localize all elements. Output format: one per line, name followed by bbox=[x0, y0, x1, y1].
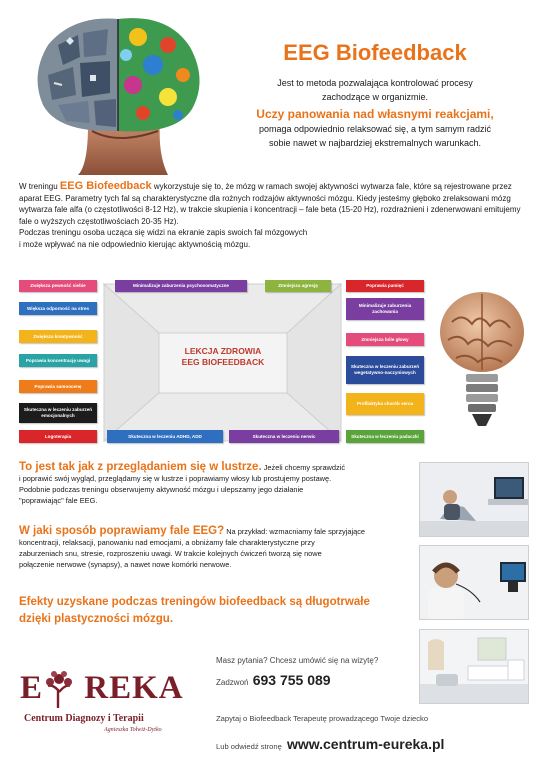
intro-line: zachodzące w organizmie. bbox=[321, 92, 429, 102]
eureka-logo bbox=[20, 668, 210, 748]
section-heading: W jaki sposób poprawiamy fale EEG? bbox=[19, 525, 225, 537]
section-text: "poprawiając" fale EEG. bbox=[19, 496, 98, 505]
benefit-box: Minimalizuje zaburzenia zachowania bbox=[346, 298, 424, 320]
visit-label: Lub odwiedź stronę bbox=[216, 742, 282, 751]
contact-ask: Zapytaj o Biofeedback Terapeutę prowadzącego Twoje dziecko bbox=[216, 714, 429, 723]
photo-eeg-session bbox=[419, 545, 529, 620]
logo-owner: Agnieszka Tołwiż-Dytko bbox=[104, 727, 162, 733]
effects-line: dzięki plastyczności mózgu. bbox=[19, 613, 174, 625]
benefit-box: Większa odporność na stres bbox=[19, 302, 97, 315]
website-link[interactable]: www.centrum-eureka.pl bbox=[286, 736, 445, 752]
mirror-line bbox=[19, 462, 419, 473]
effects-section bbox=[19, 594, 419, 628]
benefit-box: Minimalizuje zaburzenia psychosomatyczne bbox=[115, 280, 247, 292]
benefit-box: Skuteczna w leczeniu nerwic bbox=[229, 430, 339, 443]
benefit-box: Skuteczna w leczeniu ADHD, ADD bbox=[107, 430, 223, 443]
contact-question: Masz pytania? Chcesz umówić się na wizytę? bbox=[216, 656, 379, 665]
intro-lead: Uczy panowania nad własnymi reakcjami, bbox=[256, 107, 494, 121]
intro-line: sobie nawet w najbardziej ekstremalnych warunkach. bbox=[268, 138, 482, 148]
brain-illustration bbox=[18, 5, 218, 175]
benefit-box: Skuteczna w leczeniu zaburzeń wegetatywno-naczyniowych bbox=[346, 356, 424, 384]
section-text: Jeżeli chcemy sprawdzić bbox=[263, 463, 346, 472]
section-heading: To jest tak jak z przeglądaniem się w lustrze. bbox=[19, 461, 262, 473]
logo-letter-e: E bbox=[20, 670, 44, 706]
diagram-center bbox=[159, 346, 287, 368]
photo-therapy-room bbox=[419, 629, 529, 704]
photo-training-room bbox=[419, 462, 529, 537]
paragraph-highlight: EEG Biofeedback bbox=[59, 180, 152, 192]
benefit-box: Zwiększa kreatywność bbox=[19, 330, 97, 343]
section-text: Na przykład: wzmacniamy fale sprzyjające bbox=[226, 527, 366, 536]
benefit-box: Zmniejsza bóle głowy bbox=[346, 333, 424, 346]
benefit-box: Poprawia samoocenę bbox=[19, 380, 97, 393]
logo-subtitle: Centrum Diagnozy i Terapii bbox=[24, 713, 144, 724]
section-text: zaburzeniach snu, stresie, rozproszeniu uwagi. W trakcie kolejnych ćwiczeń tworzą się nowe bbox=[19, 549, 322, 558]
waves-section bbox=[19, 526, 419, 570]
logo-wordmark bbox=[20, 670, 210, 706]
section-text: i poprawić swój wygląd, przeglądamy się w lustrze i poprawiamy włosy lub prostujemy postawę. bbox=[19, 474, 332, 483]
benefit-box: Profilaktyka chorób serca bbox=[346, 393, 424, 415]
paragraph-prefix: W treningu bbox=[19, 182, 58, 191]
mirror-section bbox=[19, 462, 419, 506]
benefit-box: Zmniejsza agresję bbox=[265, 280, 331, 292]
section-text: koncentracji, relaksacji, panowaniu nad emocjami, a obniżamy fale charakterystyczne przy bbox=[19, 538, 315, 547]
waves-line bbox=[19, 526, 419, 537]
diagram-center-line: EEG BIOFEEDBACK bbox=[181, 357, 265, 367]
description-paragraph bbox=[19, 181, 524, 250]
benefit-box: Skuteczna w leczeniu padaczki bbox=[346, 430, 424, 443]
benefit-box: Poprawia koncentrację uwagi bbox=[19, 354, 97, 367]
benefit-box: Zwiększa pewność siebie bbox=[19, 280, 97, 292]
benefit-box: Skuteczna w leczeniu zaburzeń emocjonalnych bbox=[19, 403, 97, 423]
paragraph-rest: wykorzystuje się to, że mózg w ramach swojej aktywności wytwarza fale, które są rejestrowane przez aparat EEG. Parametry tych fal są charakterystyczne dla rożnych rodzajów aktywności mózgu. Kiedy jesteśmy głęboko zrelaksowani mózg wytwarza fale alfa (o częstotliwości 8-12 Hz), w trakcie skupienia i koncentracji – fale beta (15-20 Hz), rozdrażnieni i zdenerwowani emitujemy fale o wyższych częstotliwościach 20-35 Hz). bbox=[19, 182, 521, 226]
paragraph-line: i może wpływać na nie odpowiednio kierując aktywnością mózgu. bbox=[19, 239, 251, 249]
section-text: Podobnie podczas treningu obserwujemy aktywność mózgu i ulepszamy jego działanie bbox=[19, 485, 304, 494]
call-label: Zadzwoń bbox=[216, 678, 249, 687]
benefit-box: Poprawia pamięć bbox=[346, 280, 424, 292]
section-text: połączenie nerwowe (synapsy), a nawet nowe komórki nerwowe. bbox=[19, 560, 232, 569]
paragraph-line: Podczas treningu osoba ucząca się widzi na ekranie zapis swoich fal mózgowych bbox=[19, 228, 308, 237]
contact-call bbox=[216, 672, 416, 688]
page-title: EEG Biofeedback bbox=[283, 40, 467, 65]
bulb-illustration bbox=[432, 282, 532, 442]
benefits-diagram bbox=[19, 278, 424, 448]
tree-icon bbox=[42, 670, 76, 708]
intro-block bbox=[230, 76, 520, 150]
intro-line: Jest to metoda pozwalająca kontrolować procesy bbox=[277, 78, 473, 88]
contact-block bbox=[216, 656, 416, 688]
intro-line: pomaga odpowiednio relaksować się, a tym samym radzić bbox=[258, 124, 492, 134]
contact-visit bbox=[216, 736, 536, 752]
phone-number[interactable]: 693 755 089 bbox=[252, 672, 331, 688]
diagram-center-line: LEKCJA ZDROWIA bbox=[184, 346, 262, 356]
benefit-box: Logoterapia bbox=[19, 430, 97, 443]
logo-letters: REKA bbox=[84, 670, 184, 706]
effects-line: Efekty uzyskane podczas treningów biofeedback są długotrwałe bbox=[19, 596, 370, 608]
